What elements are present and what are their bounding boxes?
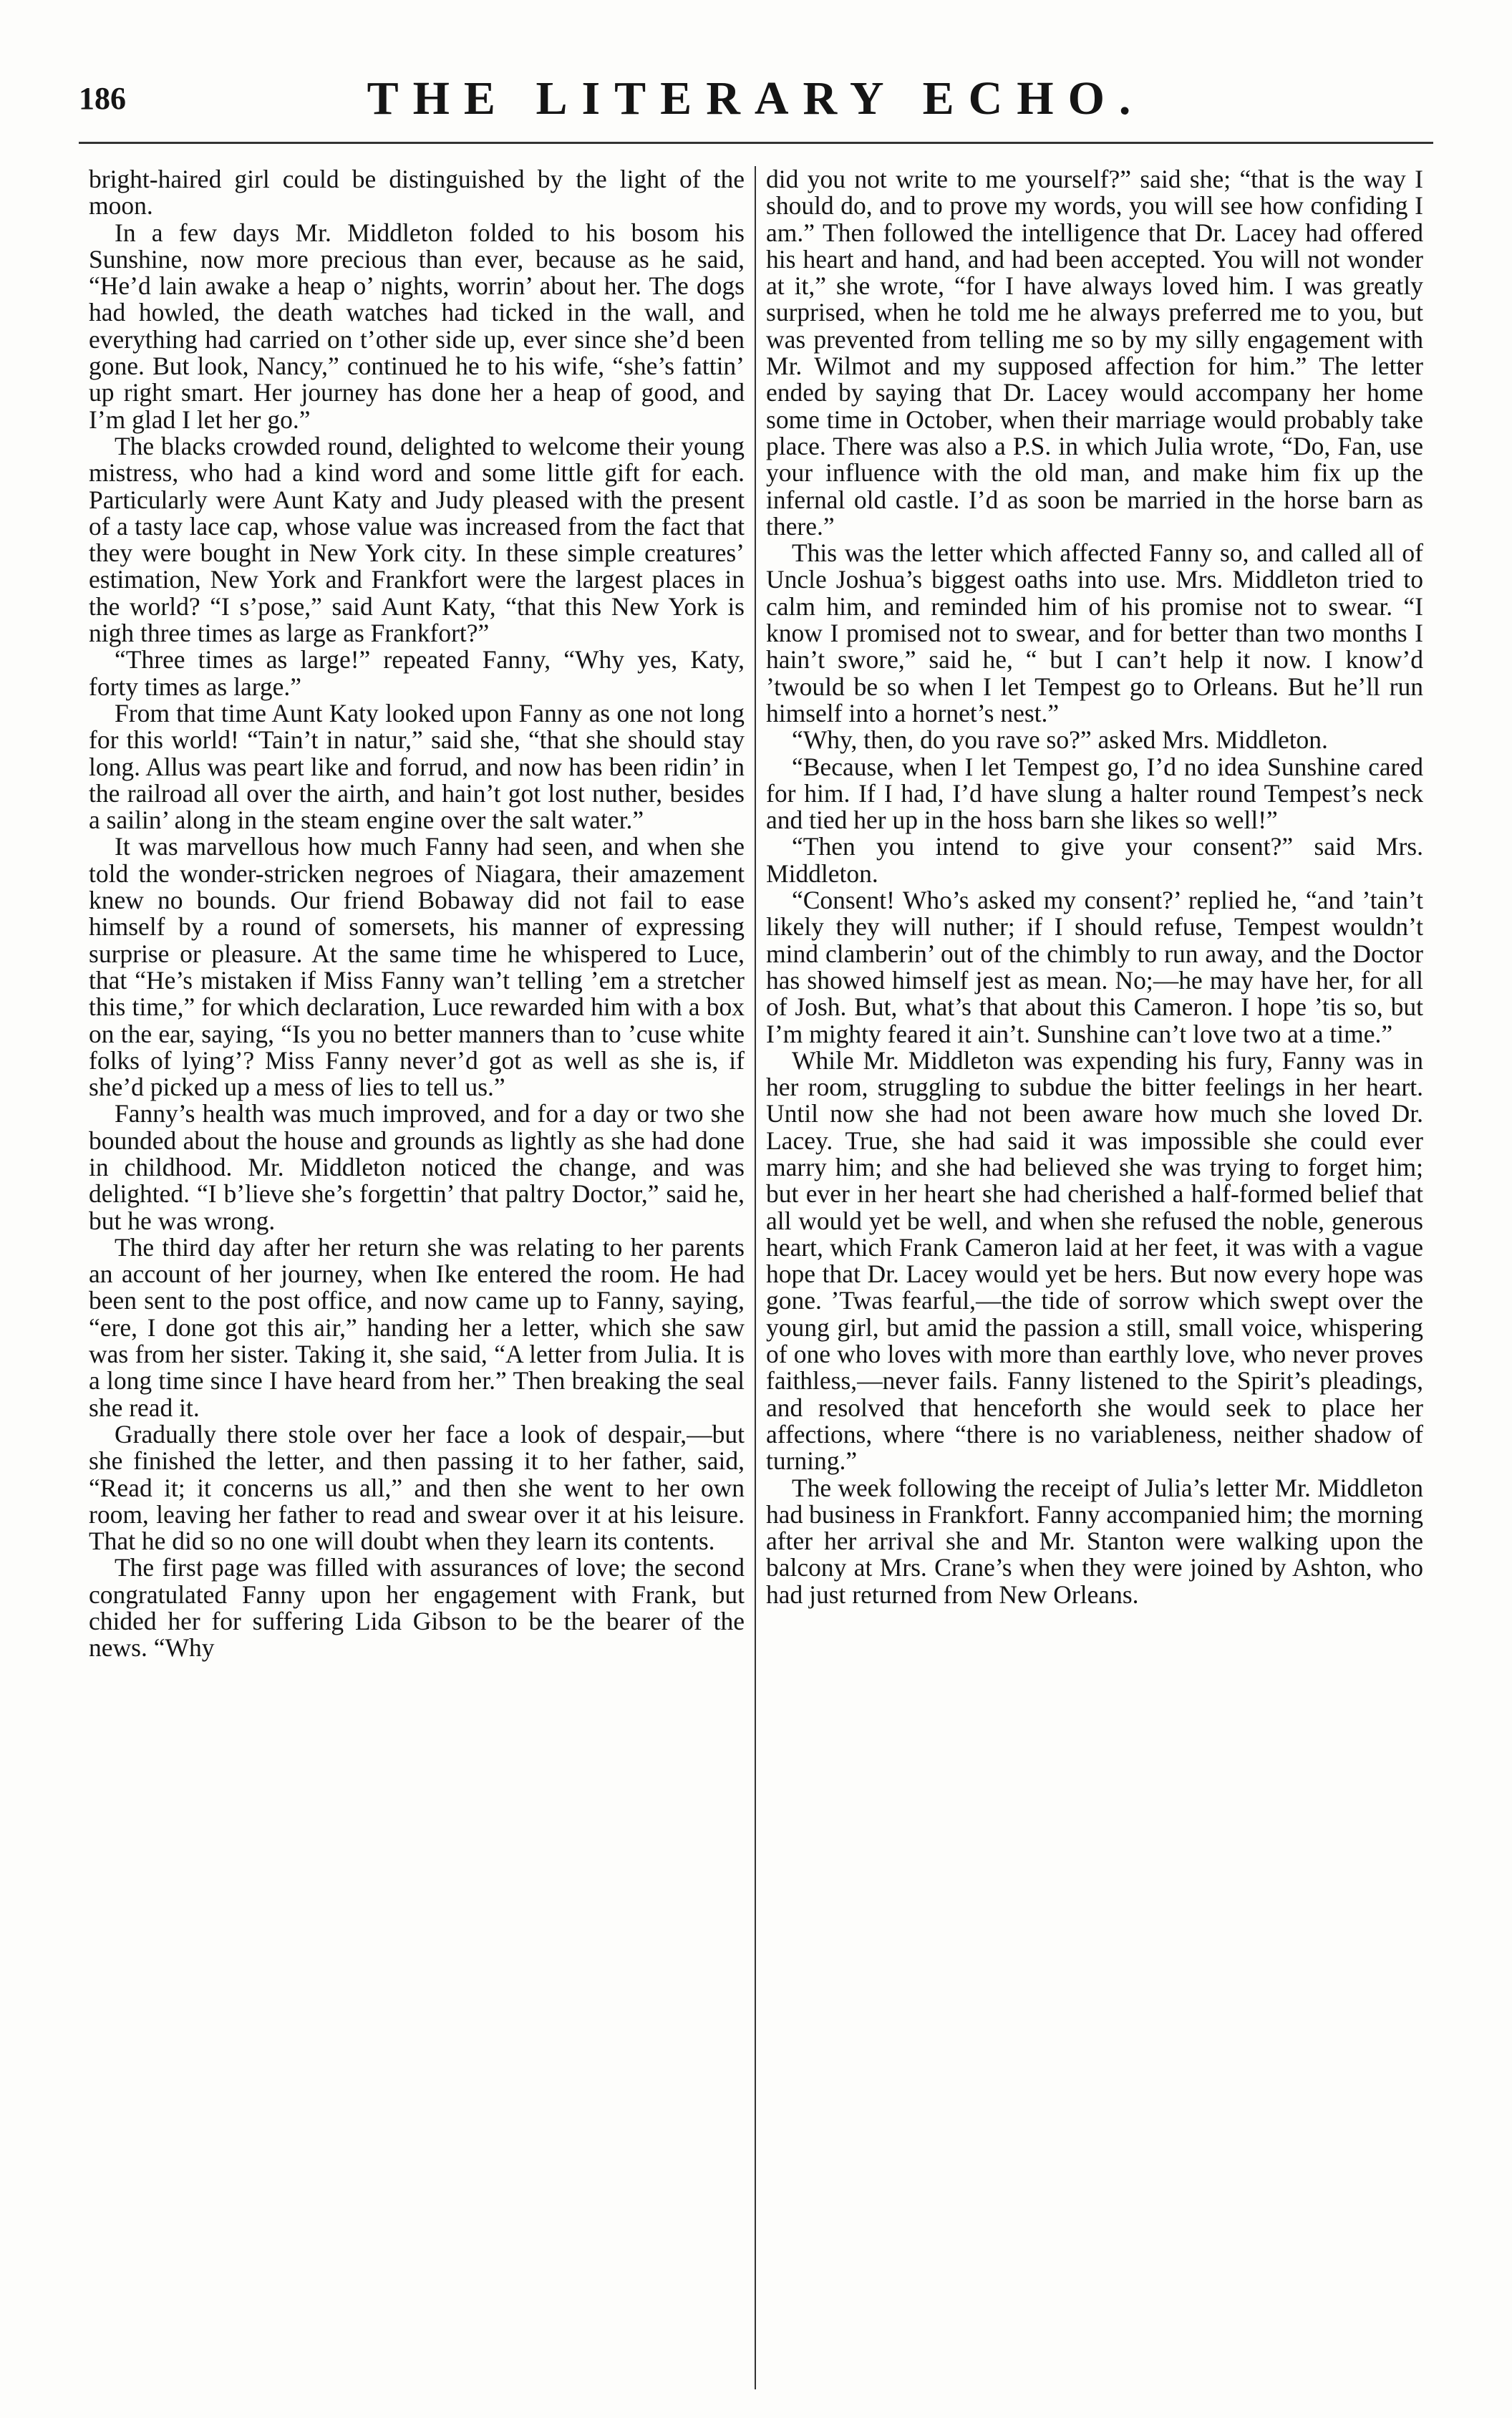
paragraph: The first page was filled with assurances of love; the second congratulated Fanny upon her engagement with Frank, but chided her for suffering Lida Gibson to be the bearer of the news. “Why (89, 1553, 745, 1663)
paragraph: “Then you intend to give your consent?” said Mrs. Middleton. (766, 832, 1423, 888)
paragraph: Gradually there stole over her face a look of despair,—but she finished the letter, and then passing it to her father, said, “Read it; it concerns us all,” and then she went to her own room, leaving her father to read and swear over it at his leisure. That he did so no one will doubt when they learn its contents. (89, 1419, 745, 1556)
paragraph: In a few days Mr. Middleton folded to his bosom his Sunshine, now more precious than ever, because as he said, “He’d lain awake a heap o’ nights, worrin’ about her. The dogs had howled, the death watches had ticked in the wall, and everything had carried on t’other side up, ever since she’d been gone. But look, Nancy,” continued he to his wife, “she’s fattin’ up right smart. Her journey has done her a heap of good, and I’m glad I let her go.” (89, 218, 745, 434)
right-column (756, 166, 1433, 2389)
paragraph: bright-haired girl could be distinguished by the light of the moon. (89, 165, 745, 221)
paragraph: “Because, when I let Tempest go, I’d no idea Sunshine cared for him. If I had, I’d have slung a halter round Tempest’s neck and tied her up in the hoss barn she likes so well!” (766, 752, 1423, 835)
paragraph: It was marvellous how much Fanny had seen, and when she told the wonder-stricken negroes of Niagara, their amazement knew no bounds. Our friend Bobaway did not fail to ease himself by a round of somersets, his manner of expressing surprise or pleasure. At the same time he whispered to Luce, that “He’s mistaken if Miss Fanny wan’t telling ’em a stretcher this time,” for which declaration, Luce rewarded him with a box on the ear, saying, “Is you no better manners than to ’cuse white folks of lying’? Miss Fanny never’d got as well as she is, if she’d picked up a mess of lies to tell us.” (89, 832, 745, 1102)
running-title: THE LITERARY ECHO. (367, 72, 1145, 125)
paragraph: “Consent! Who’s asked my consent?’ replied he, “and ’tain’t likely they will nuther; if I should refuse, Tempest wouldn’t mind clamberin’ out of the chimbly to run away, and the Doctor has showed himself jest as mean. No;—he may have her, for all of Josh. But, what’s that about this Cameron. I hope ’tis so, but I’m mighty feared it ain’t. Sunshine can’t love two at a time.” (766, 886, 1423, 1048)
text-columns (79, 166, 1433, 2389)
paragraph: “Three times as large!” repeated Fanny, “Why yes, Katy, forty times as large.” (89, 645, 745, 701)
header-rule (79, 142, 1433, 144)
paragraph: This was the letter which affected Fanny so, and called all of Uncle Joshua’s biggest oaths into use. Mrs. Middleton tried to calm him, and reminded him of his promise not to swear. “I know I promised not to swear, and for better than two months I hain’t swore,” said he, “ but I can’t help it now. I know’d ’twould be so when I let Tempest go to Orleans. But he’ll run himself into a hornet’s nest.” (766, 538, 1423, 727)
page-number: 186 (79, 81, 126, 116)
paragraph: While Mr. Middleton was expending his fury, Fanny was in her room, struggling to subdue the bitter feelings in her heart. Until now she had not been aware how much she loved Dr. Lacey. True, she had said it was impossible she could ever marry him; and she had believed she was trying to forget him; but ever in her heart she had cherished a half-formed belief that all would yet be well, and when she refused the noble, generous heart, which Frank Cameron laid at her feet, it was with a vague hope that Dr. Lacey would yet be hers. But now every hope was gone. ’Twas fearful,—the tide of sorrow which swept over the young girl, but amid the passion a still, small voice, whispering of one who loves with more than earthly love, who never proves faithless,—never fails. Fanny listened to the Spirit’s pleadings, and resolved that henceforth she would seek to place her affections, where “there is no variableness, neither shadow of turning.” (766, 1045, 1423, 1476)
paragraph: Fanny’s health was much improved, and for a day or two she bounded about the house and grounds as lightly as she had done in childhood. Mr. Middleton noticed the change, and was delighted. “I b’lieve she’s forgettin’ that paltry Doctor,” said he, but he was wrong. (89, 1099, 745, 1235)
paragraph: did you not write to me yourself?” said she; “that is the way I should do, and to prove my words, you will see how confiding I am.” Then followed the intelligence that Dr. Lacey had offered his heart and hand, and had been accepted. You will not wonder at it,” she wrote, “for I have always loved him. I was greatly surprised, when he told me he always preferred me to you, but was prevented from telling me so by my silly engagement with Mr. Wilmot and my supposed affection for him.” The letter ended by saying that Dr. Lacey would accompany her home some time in October, when their marriage would probably take place. There was also a P.S. in which Julia wrote, “Do, Fan, use your influence with the old man, and make him fix up the infernal old castle. I’d as soon be married in the horse barn as there.” (766, 165, 1423, 541)
page-header (79, 72, 1433, 136)
left-column (79, 166, 756, 2389)
paragraph: The blacks crowded round, delighted to welcome their young mistress, who had a kind word and some little gift for each. Particularly were Aunt Katy and Judy pleased with the present of a tasty lace cap, whose value was increased from the fact that they were bought in New York city. In these simple creatures’ estimation, New York and Frankfort were the largest places in the world? “I s’pose,” said Aunt Katy, “that this New York is nigh three times as large as Frankfort?” (89, 431, 745, 648)
paragraph: The third day after her return she was relating to her parents an account of her journey, when Ike entered the room. He had been sent to the post office, and now came up to Fanny, saying, “ere, I done got this air,” handing her a letter, which she saw was from her sister. Taking it, she said, “A letter from Julia. It is a long time since I have heard from her.” Then breaking the seal she read it. (89, 1232, 745, 1422)
paragraph: “Why, then, do you rave so?” asked Mrs. Middleton. (792, 725, 1328, 755)
paragraph: From that time Aunt Katy looked upon Fanny as one not long for this world! “Tain’t in natur,” said she, “that she should stay long. Allus was peart like and forrud, and now has been ridin’ in the railroad all over the airth, and hain’t got lost nuther, besides a sailin’ along in the steam engine over the salt water.” (89, 698, 745, 835)
paragraph: The week following the receipt of Julia’s letter Mr. Middleton had business in Frankfort. Fanny accompanied him; the morning after her arrival she and Mr. Stanton were walking upon the balcony at Mrs. Crane’s when they were joined by Ashton, who had just returned from New Orleans. (766, 1473, 1423, 1609)
